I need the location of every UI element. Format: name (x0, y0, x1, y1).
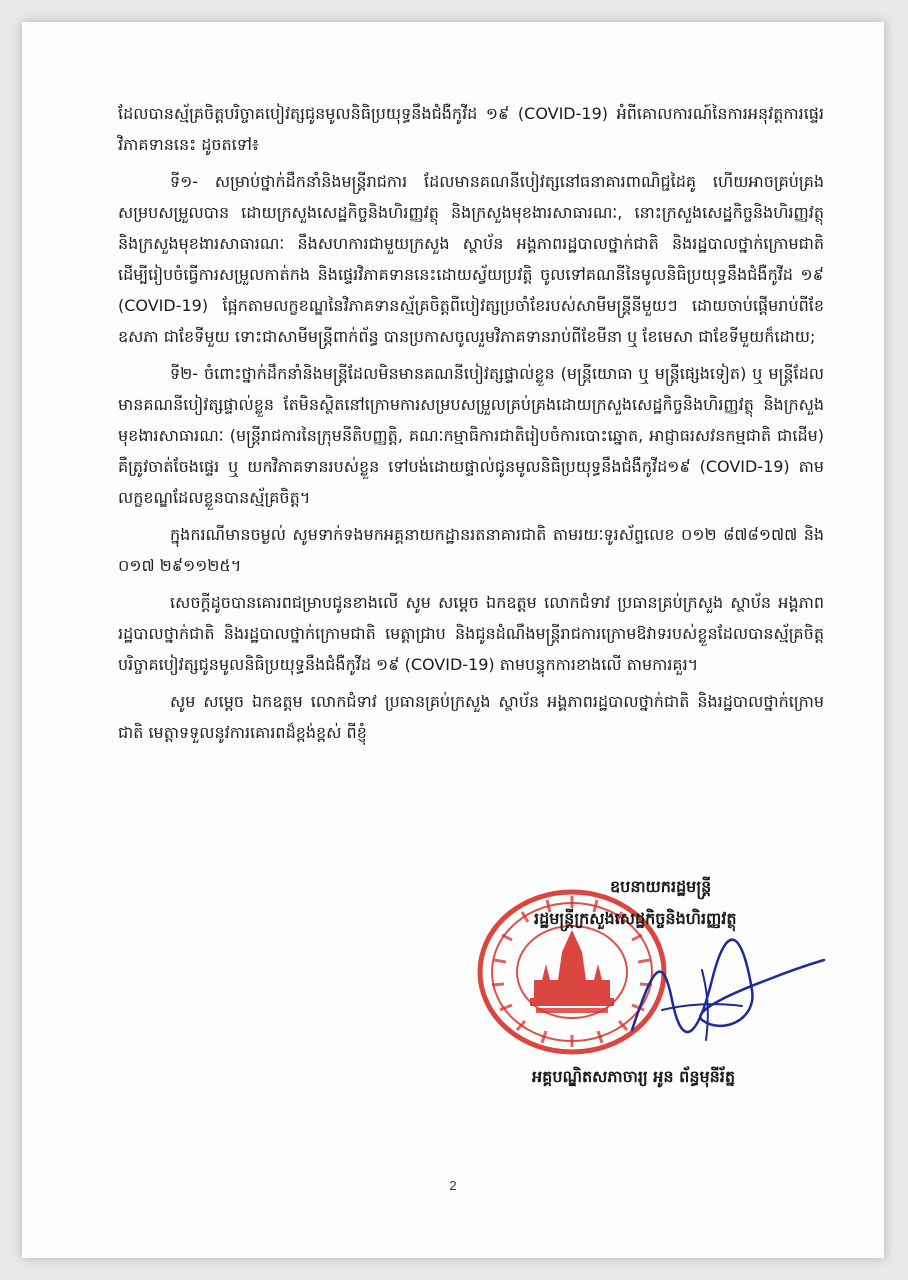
signer-title-line-1: ឧបនាយករដ្ឋមន្ត្រី (610, 877, 712, 896)
document-body (118, 98, 824, 754)
paragraph-closing: សូម សម្តេច ឯកឧត្តម លោកជំទាវ ប្រធានគ្រប់ក្រសួង ស្ថាប័ន អង្គភាពរដ្ឋបាលថ្នាក់ជាតិ និងរដ្ឋបាលថ្នាក់ក្រោមជាតិ មេត្តាទទួលនូវការគោរពដ៏ខ្ពង់ខ្ពស់ ពីខ្ញុំ (118, 692, 824, 742)
paragraph-point-2: ទី២- ចំពោះថ្នាក់ដឹកនាំនិងមន្ត្រីដែលមិនមានគណនីបៀវត្សផ្ទាល់ខ្លួន (មន្ត្រីយោធា ឬ មន្ត្រីផ្សេងទៀត) ឬ មន្ត្រីដែលមានគណនីបៀវត្សផ្ទាល់ខ្លួន តែមិនស្ថិតនៅក្រោមការសម្របសម្រួលគ្រប់គ្រងដោយក្រសួងសេដ្ឋកិច្ចនិងហិរញ្ញវត្ថុ និងក្រសួងមុខងារសាធារណៈ (មន្ត្រីរាជការនៃក្រុមនីតិបញ្ញត្តិ, គណៈកម្មាធិការជាតិរៀបចំការបោះឆ្នោត, អាជ្ញាធរសវនកម្មជាតិ ជាដើម) គឺត្រូវចាត់ចែងផ្ទេរ ឬ យកវិភាគទានរបស់ខ្លួន ទៅបង់ដោយផ្ទាល់ជូនមូលនិធិប្រយុទ្ធនឹងជំងឺកូវីដ១៩ (COVID-19) តាមលក្ខខណ្ឌដែលខ្លួនបានស្ម័គ្រចិត្ត។ (118, 364, 824, 507)
signer-title-line-2: រដ្ឋមន្ត្រីក្រសួងសេដ្ឋកិច្ចនិងហិរញ្ញវត្ថុ (534, 909, 737, 928)
signer-name: អគ្គបណ្ឌិតសភាចារ្យ អូន ព័ន្ធមុនីរ័ត្ន (532, 1067, 736, 1086)
handwritten-signature-icon (602, 910, 832, 1070)
document-page (22, 22, 884, 1258)
paragraph-intro: ដែលបានស្ម័គ្រចិត្តបរិច្ចាគបៀវត្សជូនមូលនិធិប្រយុទ្ធនឹងជំងឺកូវីដ ១៩ (COVID-19) អំពីគោលការណ៍នៃការអនុវត្តការផ្ទេរវិភាគទាននេះ ដូចតទៅ៖ (118, 104, 824, 154)
paragraph-request: សេចក្តីដូចបានគោរពជម្រាបជូនខាងលើ សូម សម្តេច ឯកឧត្តម លោកជំទាវ ប្រធានគ្រប់ក្រសួង ស្ថាប័ន អង្គភាពរដ្ឋបាលថ្នាក់ជាតិ និងរដ្ឋបាលថ្នាក់ក្រោមជាតិ មេត្តាជ្រាប និងជូនដំណឹងមន្ត្រីរាជការក្រោមឱវាទរបស់ខ្លួនដែលបានស្ម័គ្រចិត្តបរិច្ចាគបៀវត្សជូនមូលនិធិប្រយុទ្ធនឹងជំងឺកូវីដ ១៩ (COVID-19) តាមបន្ទុកការខាងលើ តាមការគួរ។ (118, 593, 824, 674)
paragraph-contact: ក្នុងករណីមានចម្ងល់ សូមទាក់ទងមកអគ្គនាយកដ្ឋានរតនាគារជាតិ តាមរយៈទូរស័ព្ទលេខ ០១២ ៨៧៨១៧៧ និង ០១៧ ២៩១១២៥។ (118, 525, 824, 575)
page-number: 2 (449, 1178, 457, 1193)
paragraph-point-1: ទី១- សម្រាប់ថ្នាក់ដឹកនាំនិងមន្ត្រីរាជការ ដែលមានគណនីបៀវត្សនៅធនាគារពាណិជ្ជដៃគូ ហើយអាចគ្រប់គ្រងសម្របសម្រួលបាន ដោយក្រសួងសេដ្ឋកិច្ចនិងហិរញ្ញវត្ថុ និងក្រសួងមុខងារសាធារណៈ, នោះក្រសួងសេដ្ឋកិច្ចនិងហិរញ្ញវត្ថុ និងក្រសួងមុខងារសាធារណៈ នឹងសហការជាមួយក្រសួង ស្ថាប័ន អង្គភាពរដ្ឋបាលថ្នាក់ជាតិ និងរដ្ឋបាលថ្នាក់ក្រោមជាតិ ដើម្បីរៀបចំធ្វើការសម្រួលកាត់កង និងផ្ទេរវិភាគទាននេះដោយស្វ័យប្រវត្តិ ចូលទៅគណនីនៃមូលនិធិប្រយុទ្ធនឹងជំងឺកូវីដ ១៩ (COVID-19) ផ្អែកតាមលក្ខខណ្ឌនៃវិភាគទានស្ម័គ្រចិត្តពីបៀវត្សប្រចាំខែរបស់សាមីមន្ត្រីនីមួយៗ ដោយចាប់ផ្តើមរាប់ពីខែឧសភា ជាខែទីមួយ ទោះជាសាមីមន្ត្រីពាក់ព័ន្ធ បានប្រកាសចូលរួមវិភាគទានរាប់ពីខែមីនា ឬ ខែមេសា ជាខែទីមួយក៏ដោយ; (118, 172, 824, 346)
signature-block (472, 870, 852, 1110)
